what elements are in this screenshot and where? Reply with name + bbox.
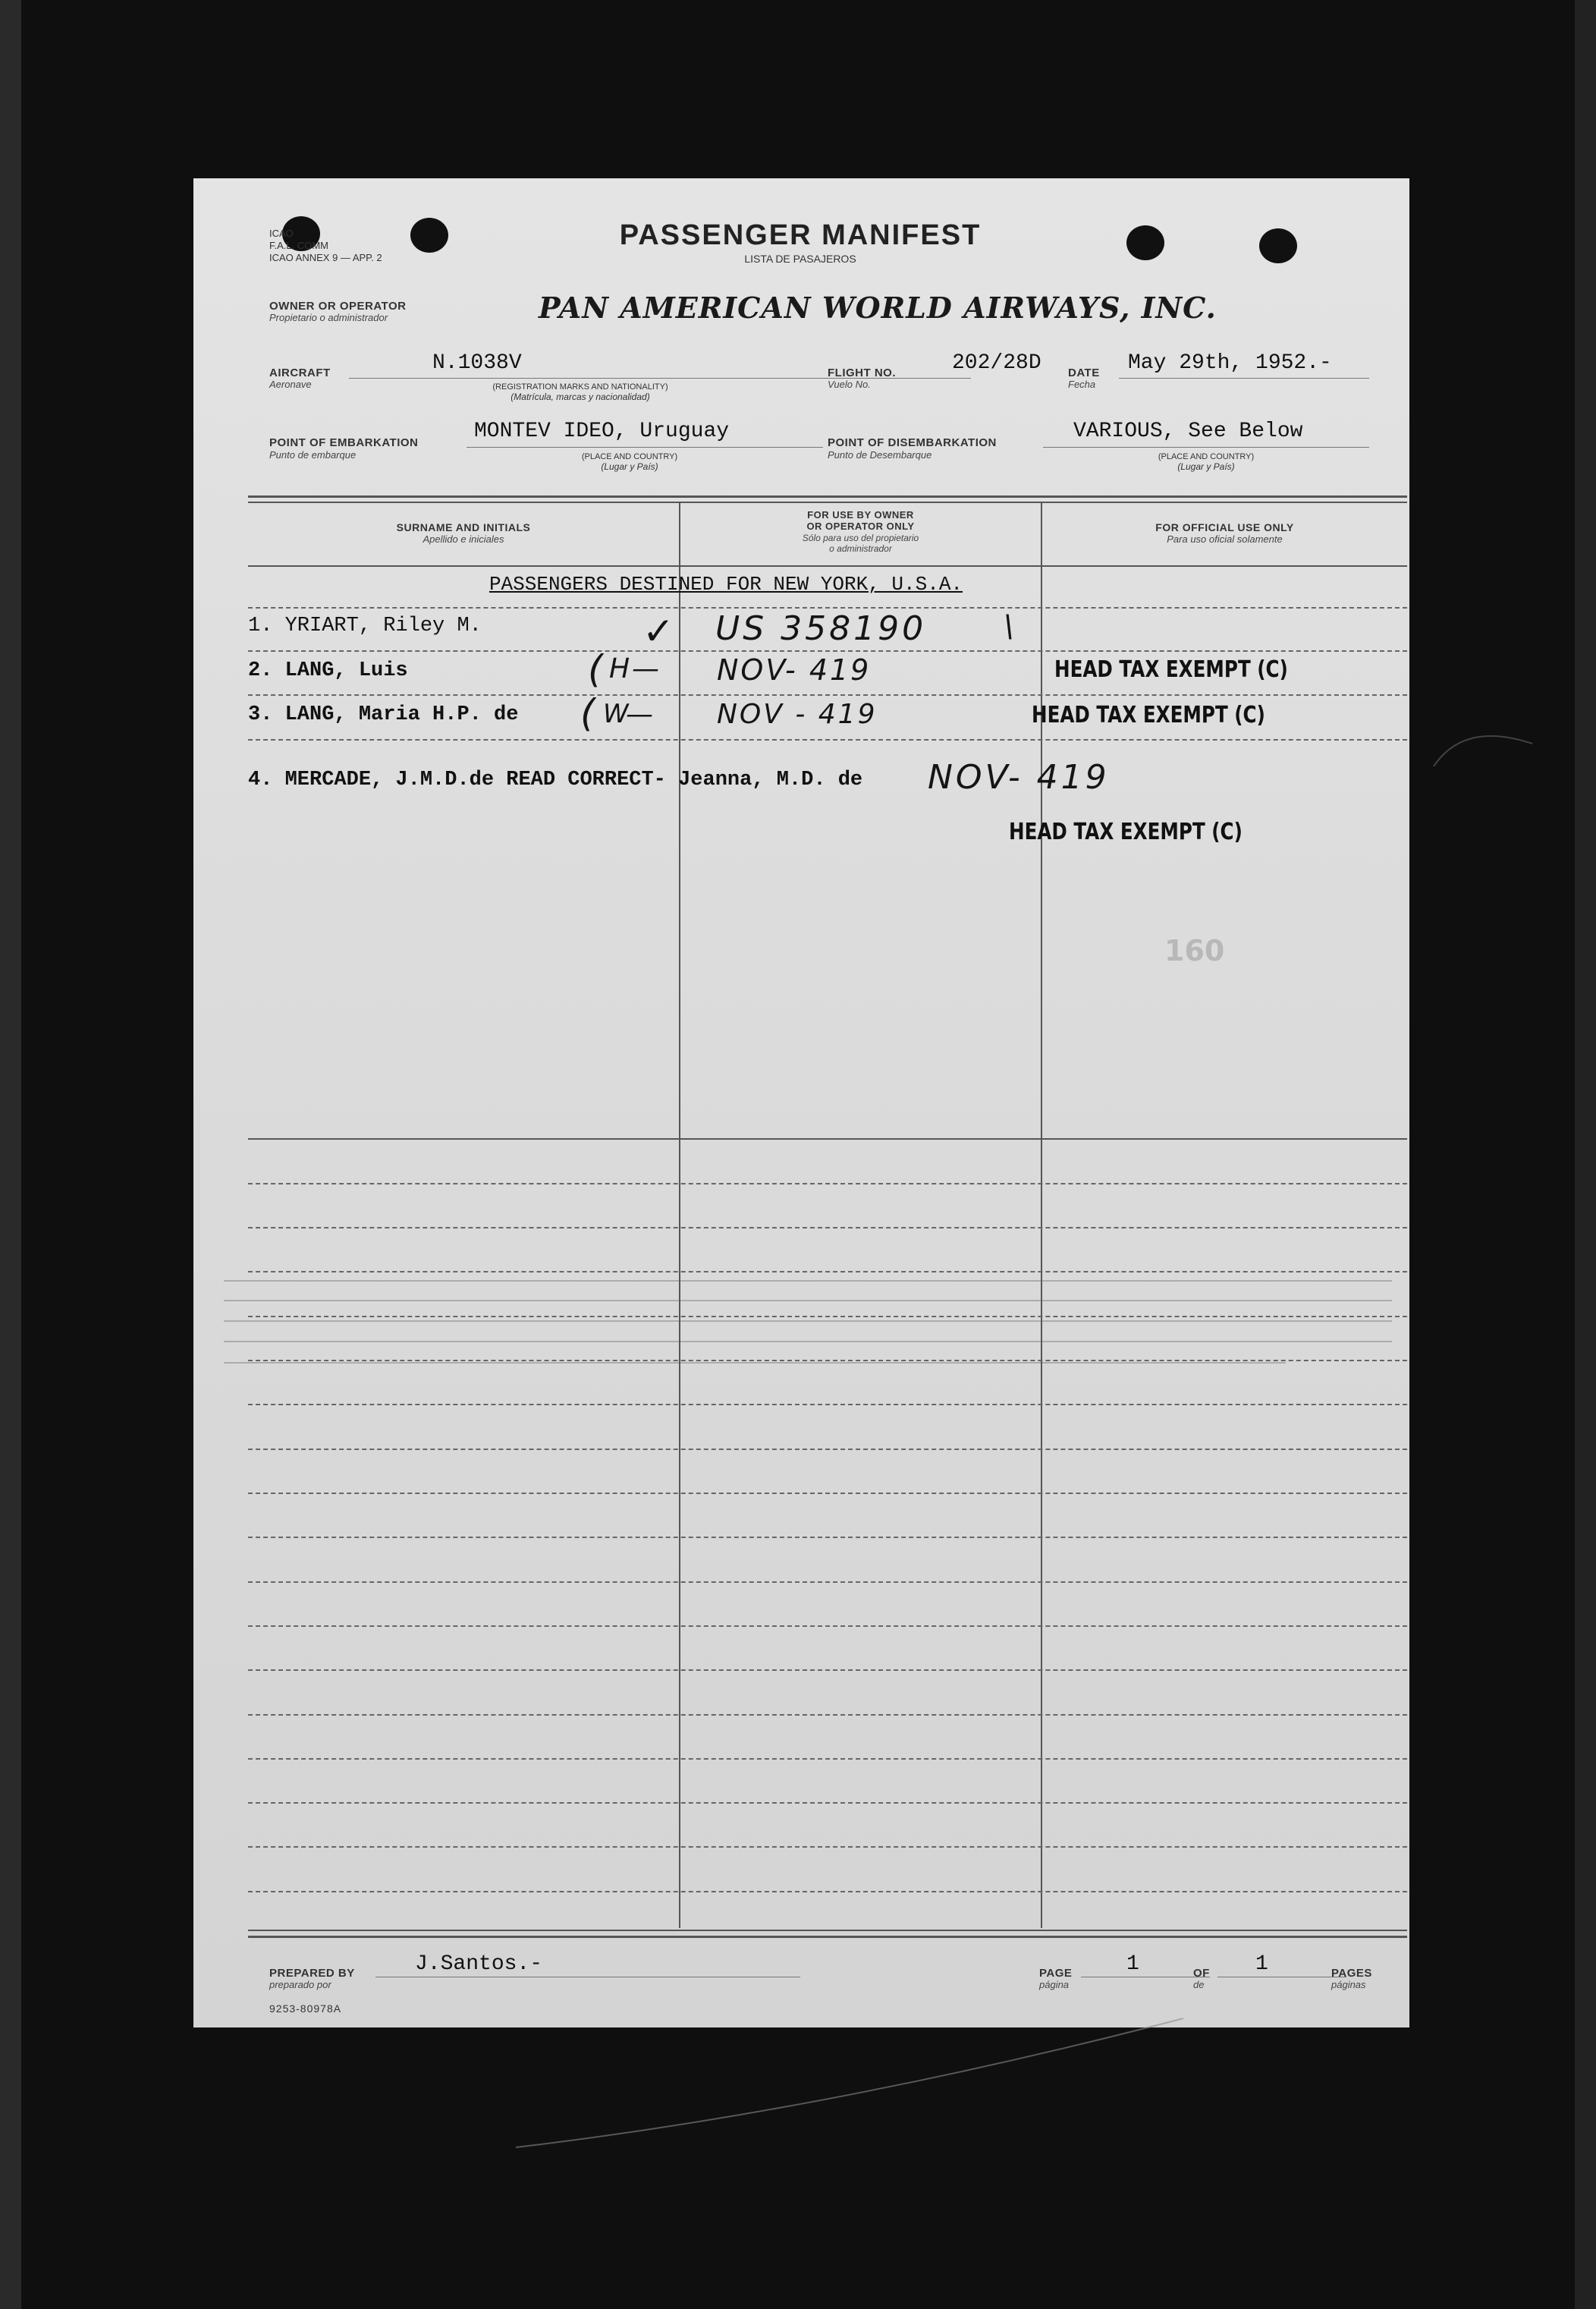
punch-hole xyxy=(1126,225,1164,260)
table-top-rule xyxy=(248,495,1407,498)
date-label-es: Fecha xyxy=(1068,379,1096,390)
bracket-mark: ( xyxy=(588,647,603,691)
header-bottom-rule xyxy=(248,565,1407,567)
table-top-rule-2 xyxy=(248,502,1407,503)
page-label-es: página xyxy=(1039,1979,1070,1990)
embarkation-value: MONTEV IDEO, Uruguay xyxy=(474,420,730,443)
embarkation-label-es: Punto de embarque xyxy=(269,449,357,461)
disembarkation-value: VARIOUS, See Below xyxy=(1073,420,1303,443)
col-header-owner-a: FOR USE BY OWNER xyxy=(807,509,914,521)
col-header-owner-b: OR OPERATOR ONLY xyxy=(806,521,915,532)
prepared-by-label: PREPARED BY xyxy=(269,1967,355,1980)
tick-mark: \ xyxy=(1004,609,1014,644)
passenger-annotation: NOV - 419 xyxy=(717,699,878,730)
flight-label: FLIGHT NO. xyxy=(828,366,896,379)
passenger-annotation: NOV- 419 xyxy=(717,653,872,687)
embarkation-label: POINT OF EMBARKATION xyxy=(269,436,419,449)
col-header-official: FOR OFFICIAL USE ONLY xyxy=(1155,521,1294,533)
disembarkation-label-es: Punto de Desembarque xyxy=(828,449,932,461)
check-mark: ✓ xyxy=(642,609,674,653)
disembarkation-caption-es: (Lugar y País) xyxy=(1177,461,1235,472)
col-header-owner-es-a: Sólo para uso del propietario xyxy=(802,533,919,543)
owner-label: OWNER OR OPERATOR xyxy=(269,300,407,313)
form-code-line1: ICAO xyxy=(269,228,294,239)
of-label: OF xyxy=(1193,1967,1210,1980)
date-value: May 29th, 1952.- xyxy=(1128,351,1332,375)
pages-label-es: páginas xyxy=(1331,1979,1366,1990)
page-title: PASSENGER MANIFEST xyxy=(619,219,982,251)
bracket-mark: ( xyxy=(580,691,595,735)
prepared-by-value: J.Santos.- xyxy=(415,1952,543,1976)
of-label-es: de xyxy=(1193,1979,1205,1990)
col-header-official-es: Para uso oficial solamente xyxy=(1167,533,1283,545)
manifest-sheet xyxy=(193,178,1409,2027)
form-code-line2: F.A.L. COMM xyxy=(269,240,329,251)
owner-label-es: Propietario o administrador xyxy=(269,312,388,323)
aircraft-label: AIRCRAFT xyxy=(269,366,331,379)
embarkation-caption-es: (Lugar y País) xyxy=(601,461,658,472)
film-edge-left xyxy=(0,0,21,2309)
passenger-entry: 1. YRIART, Riley M. xyxy=(248,615,482,637)
aircraft-caption: (REGISTRATION MARKS AND NATIONALITY) xyxy=(492,382,668,392)
official-stamp: HEAD TAX EXEMPT (C) xyxy=(1009,819,1243,845)
aircraft-caption-es: (Matrícula, marcas y nacionalidad) xyxy=(511,392,650,402)
disembarkation-caption: (PLACE AND COUNTRY) xyxy=(1158,452,1255,461)
dash-mark: — xyxy=(632,653,659,684)
form-code-line3: ICAO ANNEX 9 — APP. 2 xyxy=(269,252,382,263)
page-number: 1 xyxy=(1126,1952,1139,1976)
embarkation-caption: (PLACE AND COUNTRY) xyxy=(581,452,678,461)
flight-value: 202/28D xyxy=(952,351,1041,375)
disembarkation-label: POINT OF DISEMBARKATION xyxy=(828,436,997,449)
operator-name: PAN AMERICAN WORLD AIRWAYS, INC. xyxy=(539,291,1217,325)
date-label: DATE xyxy=(1068,366,1100,379)
col-header-surname-es: Apellido e iniciales xyxy=(423,533,504,545)
dash-mark: — xyxy=(626,699,653,730)
prepared-by-label-es: preparado por xyxy=(269,1979,331,1990)
passenger-entry: 3. LANG, Maria H.P. de xyxy=(248,703,519,726)
passenger-annotation: US 358190 xyxy=(715,609,927,648)
aircraft-label-es: Aeronave xyxy=(269,379,312,390)
passenger-annotation: NOV- 419 xyxy=(928,758,1110,797)
film-edge-right xyxy=(1575,0,1596,2309)
page-total: 1 xyxy=(1255,1952,1268,1976)
section-heading: PASSENGERS DESTINED FOR NEW YORK, U.S.A. xyxy=(489,573,963,596)
page-stamp-number: 160 xyxy=(1164,934,1225,967)
bracket-letter: H xyxy=(609,653,630,684)
official-stamp: HEAD TAX EXEMPT (C) xyxy=(1054,656,1288,683)
punch-hole xyxy=(410,218,448,253)
col-header-surname: SURNAME AND INITIALS xyxy=(396,521,531,533)
punch-hole xyxy=(1259,228,1297,263)
passenger-entry: 2. LANG, Luis xyxy=(248,659,408,682)
page-subtitle: LISTA DE PASAJEROS xyxy=(744,253,856,265)
pages-label: PAGES xyxy=(1331,1967,1372,1980)
aircraft-value: N.1038V xyxy=(432,351,522,375)
col-header-owner-es-b: o administrador xyxy=(829,543,892,554)
bracket-letter: W xyxy=(603,699,629,729)
flight-label-es: Vuelo No. xyxy=(828,379,871,390)
page-label: PAGE xyxy=(1039,1967,1073,1980)
passenger-entry: 4. MERCADE, J.M.D.de READ CORRECT- Jeanna, M.D. de xyxy=(248,769,863,791)
official-stamp: HEAD TAX EXEMPT (C) xyxy=(1032,702,1265,728)
form-number: 9253-80978A xyxy=(269,2002,342,2015)
